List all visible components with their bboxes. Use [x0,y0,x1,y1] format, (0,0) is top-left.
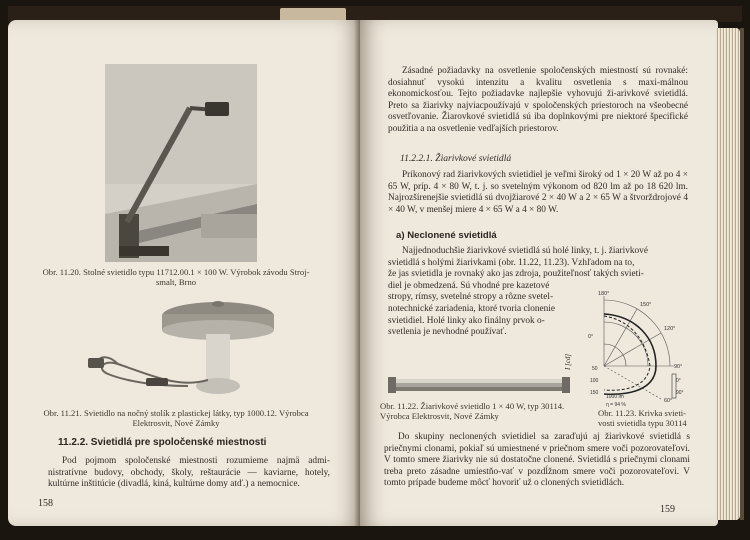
page-number-right: 159 [660,504,675,515]
label-120: 120° [664,326,676,332]
p3-line: diel je obmedzená. Sú vhodné pre kazetové [388,280,550,291]
open-book [8,6,742,534]
night-lamp-image [88,294,288,406]
p3-line: svetlenia je nevhodné používať. [388,327,507,338]
label-180: 180° [598,291,610,297]
desk-lamp-photo [105,64,257,262]
label-c0: 0° [676,378,681,384]
paragraph-4: Do skupiny neclonených svietidiel sa zaraďujú aj žiarivkové svietidlá s priečnymi clonami, pokiaľ sú umiestnené v priečnom smere voči pozorovateľovi. V tomto smere žiarivky nie sú dostatočne clonené. Svietidlá s priečnymi clonami treba preto zásadne umiestňo-vať v pozdĺžnom smere voči pozorovateľovi. V tomto prípade budeme môcť hovoriť už o clonených svietidlách. [384,432,690,489]
p3-line: stropy, rímsy, svetelné stropy a rôzne svetel- [388,292,554,303]
tube-light-image [384,375,574,397]
figure-caption-11-23: Obr. 11.23. Krivka svieti-vosti svietidla typu 30114 [598,408,687,429]
p3-line: notechnické zariadenia, ktoré tvoria clonenie [388,303,556,314]
p3-line: svietidiel. Holé linky ako finálny prvok o- [388,315,545,326]
label-eta: η = 94 % [606,402,626,408]
polar-curve-figure [564,286,704,410]
label-c90: 90° [676,390,684,396]
section-heading: 11.2.2. Svietidlá pre spoločenské miestnosti [58,437,267,448]
page-edges [716,28,740,520]
intro-paragraph: Zásadné požiadavky na osvetlenie spoločenských miestností sú rovnaké: dosiahnuť vysokú intenzitu a kvalitu osvetlenia s maxi-málnou ekonomickosťou. Tejto požiadavke najlepšie vyhovujú ži-arivkové svietidlá. Preto sa žiarivky najviacpoužívajú v spoločenských priestoroch na všeobecné osvetľovanie. Žiarovkové svietidlá sú iba doplnkovými pre niektoré špecifické použitia a na osvetlenie vedľajších priestorov. [388,66,688,134]
desk-lamp-image [105,64,257,262]
item-a-heading: a) Neclonené svietidlá [396,230,497,241]
label-150-r: 150 [590,390,599,396]
tube-light-photo [384,375,574,397]
label-lm: 1000 lm [606,394,624,400]
figure-caption-11-22: Obr. 11.22. Žiarivkové svietidlo 1 × 40 W, typ 30114. Výrobca Elektrosvit, Nové Zámky [380,401,565,422]
paragraph-2: Príkonový rad žiarivkových svietidiel je veľmi široký od 1 × 20 W až po 4 × 65 W, príp. 4 × 80 W, t. j. so svetelným výkonom od 820 lm až po 18 620 lm. Najrozšírenejšie svietidlá sú dvojžiarové 2 × 40 W a 2 × 65 W a štvorždrojové 4 × 40 W, v menšej miere 4 × 65 W a 4 × 80 W. [388,170,688,215]
label-60: 60° [664,398,673,404]
page-number-left: 158 [38,498,53,509]
label-50: 50 [592,366,598,372]
label-90: 90° [674,364,683,370]
figure-caption-11-20: Obr. 11.20. Stolné svietidlo typu 11712.00.1 × 100 W. Výrobok závodu Stroj-smalt, Brno [42,267,310,288]
label-0: 0° [588,334,594,340]
p3-line: svietidlá s holými žiarivkami (obr. 11.22, 11.23). Vzhľadom na to, [388,257,635,268]
p3-line: Najjednoduchšie žiarivkové svietidlá sú holé linky, t. j. žiarivkové [402,246,648,256]
subsection-heading: 11.2.2.1. Žiarivkové svietidlá [400,153,512,164]
p3-line: že jas svietidla je rovnaký ako jas zdroja, použiteľnosť takých svieti- [388,269,644,280]
right-page [360,20,718,526]
label-150: 150° [640,302,652,308]
figure-caption-11-21: Obr. 11.21. Svietidlo na nočný stolík z plastickej látky, typ 1000.12. Výrobca Elektrosvit, Nové Zámky [43,408,309,429]
label-100: 100 [590,378,599,384]
left-paragraph: Pod pojmom spoločenské miestnosti rozumieme najmä admi-nistratívne budovy, obchody, školy, reštaurácie — kaviarne, hotely, kultúrne inštitúcie (divadlá, kiná, kultúrne domy atď.) a nemocnice. [48,456,330,490]
polar-diagram [584,286,704,410]
axis-label: I [cd] [564,353,572,370]
left-page [8,20,360,526]
night-lamp-photo [88,294,288,406]
